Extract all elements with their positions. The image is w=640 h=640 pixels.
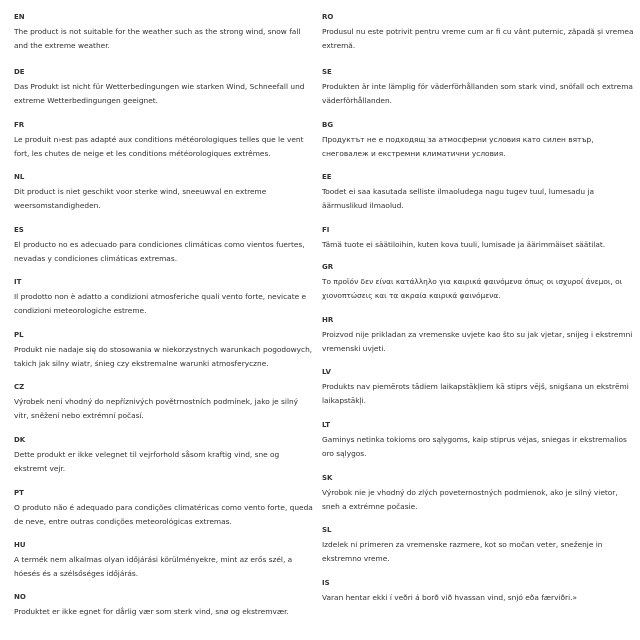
entry-fr — [14, 120, 314, 161]
language-code: DK — [14, 436, 26, 444]
language-code: LV — [322, 368, 331, 376]
language-code: FI — [322, 226, 330, 234]
entry-es — [14, 225, 314, 266]
entry-hr — [322, 315, 634, 356]
entry-dk — [14, 435, 314, 476]
warning-text: Výrobek není vhodný do nepříznivých povětrnostních podmínek, jako je silný vítr, sněžení nebo extrémní počasí. — [14, 397, 299, 420]
entry-ee — [322, 172, 634, 213]
entry-pl — [14, 330, 314, 371]
warning-text: Продуктът не е подходящ за атмосферни условия като силен вятър, снеговалеж и екстремни климатични условия. — [322, 135, 594, 158]
language-code: PL — [14, 331, 24, 339]
language-code: BG — [322, 121, 334, 129]
entry-fi — [322, 225, 634, 252]
warning-text: O produto não é adequado para condições climatéricas como vento forte, queda de neve, entre outras condições meteorológicas extremas. — [14, 503, 313, 526]
language-code: EN — [14, 13, 25, 21]
language-code: IT — [14, 278, 22, 286]
language-code: HR — [322, 316, 334, 324]
warning-text: Produsul nu este potrivit pentru vreme cum ar fi cu vânt puternic, zăpadă și vremea extremă. — [322, 27, 634, 50]
language-code: SL — [322, 526, 332, 534]
warning-text: Gaminys netinka tokioms oro sąlygoms, kaip stiprus vėjas, sniegas ir ekstremalios oro sąlygos. — [322, 435, 627, 458]
warning-text: Proizvod nije prikladan za vremenske uvjete kao što su jak vjetar, snijeg i ekstremni vremenski uvjeti. — [322, 330, 633, 353]
language-code: RO — [322, 13, 334, 21]
language-code: IS — [322, 579, 330, 587]
warning-text: Toodet ei saa kasutada selliste ilmaoludega nagu tugev tuul, lumesadu ja äärmuslikud ilmaolud. — [322, 187, 594, 210]
entry-bg — [322, 120, 634, 161]
entry-de — [14, 67, 314, 108]
language-code: GR — [322, 263, 334, 271]
warning-text: Produkt nie nadaje się do stosowania w niekorzystnych warunkach pogodowych, takich jak silny wiatr, śnieg czy ekstremalne warunki atmosferyczne. — [14, 345, 313, 368]
language-code: LT — [322, 421, 331, 429]
entry-lv — [322, 367, 634, 408]
entry-pt — [14, 488, 314, 529]
entry-is — [322, 578, 634, 605]
warning-text: Výrobok nie je vhodný do zlých poveternostných podmienok, ako je silný vietor, sneh a extrémne počasie. — [322, 488, 618, 511]
language-code: DE — [14, 68, 25, 76]
warning-text: Le produit n›est pas adapté aux conditions météorologiques telles que le vent fort, les chutes de neige et les conditions météorologiques extrêmes. — [14, 135, 304, 158]
warning-text: Das Produkt ist nicht für Wetterbedingungen wie starken Wind, Schneefall und extreme Wetterbedingungen geeignet. — [14, 82, 305, 105]
entry-gr — [322, 262, 634, 303]
entry-it — [14, 277, 314, 318]
warning-text: Il prodotto non è adatto a condizioni atmosferiche quali vento forte, nevicate e condizioni meteorologiche estreme. — [14, 292, 307, 315]
language-code: SK — [322, 474, 333, 482]
language-code: FR — [14, 121, 25, 129]
entry-lt — [322, 420, 634, 461]
warning-text: Dit product is niet geschikt voor sterke wind, sneeuwval en extreme weersomstandigheden. — [14, 187, 267, 210]
entry-en — [14, 12, 314, 53]
entry-se — [322, 67, 634, 108]
entry-cz — [14, 382, 314, 423]
warning-text: Varan hentar ekki í veðri á borð við hvassan vind, snjó eða færviðri.» — [322, 593, 578, 602]
entry-ro — [322, 12, 634, 53]
warning-text: Produkts nav piemērots tādiem laikapstākļiem kā stiprs vējš, snigšana un ekstrēmi laikapstākļi. — [322, 382, 629, 405]
language-code: ES — [14, 226, 24, 234]
entry-sk — [322, 473, 634, 514]
warning-text: Dette produkt er ikke velegnet til vejrforhold såsom kraftig vind, sne og ekstremt vejr. — [14, 450, 280, 473]
language-code: EE — [322, 173, 332, 181]
warning-text: Το προϊόν δεν είναι κατάλληλο για καιρικά φαινόμενα όπως οι ισχυροί άνεμοι, οι χιονοπτώσεις και τα ακραία καιρικά φαινόμενα. — [322, 277, 623, 300]
entry-no — [14, 592, 314, 619]
warning-text: Produktet er ikke egnet for dårlig vær som sterk vind, snø og ekstremvær. — [14, 607, 289, 616]
entry-hu — [14, 540, 314, 581]
language-code: PT — [14, 489, 24, 497]
warning-text: The product is not suitable for the weather such as the strong wind, snow fall and the extreme weather. — [14, 27, 301, 50]
language-code: SE — [322, 68, 332, 76]
warning-text: Tämä tuote ei säätiloihin, kuten kova tuuli, lumisade ja äärimmäiset säätilat. — [322, 240, 606, 249]
warning-text: Produkten är inte lämplig för väderförhållanden som stark vind, snöfall och extrema väderförhållanden. — [322, 82, 633, 105]
warning-text: El producto no es adecuado para condiciones climáticas como vientos fuertes, nevadas y condiciones climáticas extremas. — [14, 240, 305, 263]
entry-nl — [14, 172, 314, 213]
language-code: HU — [14, 541, 26, 549]
entry-sl — [322, 525, 634, 566]
language-code: CZ — [14, 383, 25, 391]
language-code: NO — [14, 593, 26, 601]
warning-text: Izdelek ni primeren za vremenske razmere, kot so močan veter, sneženje in ekstremno vreme. — [322, 540, 603, 563]
warning-text: A termék nem alkalmas olyan időjárási körülményekre, mint az erős szél, a hóesés és a szélsőséges időjárás. — [14, 555, 293, 578]
language-code: NL — [14, 173, 25, 181]
